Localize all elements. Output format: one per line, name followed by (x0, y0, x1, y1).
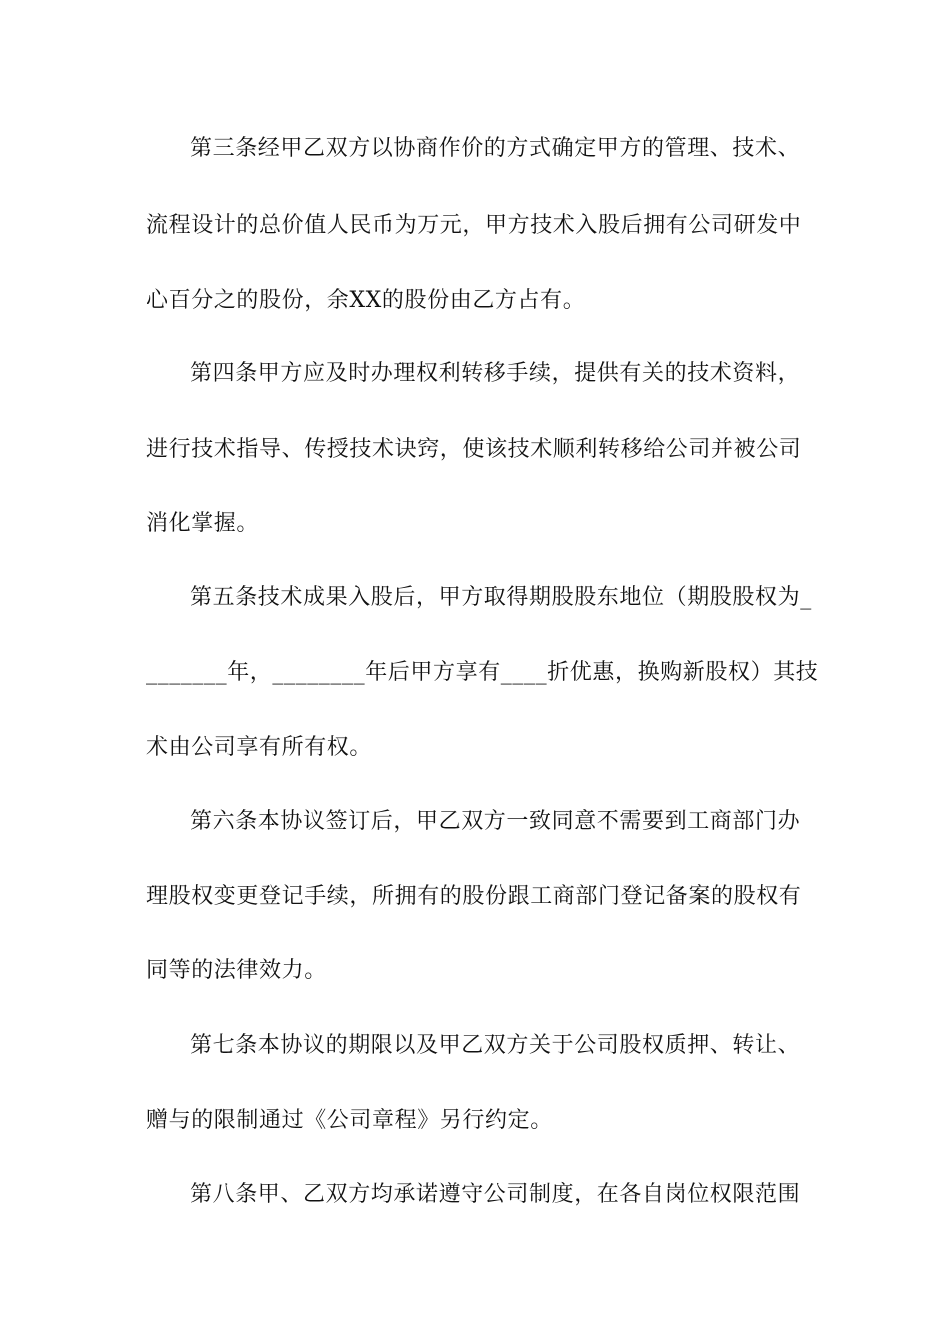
text-line: 第四条甲方应及时办理权利转移手续，提供有关的技术资料， (190, 361, 801, 386)
text-line: 流程设计的总价值人民币为万元，甲方技术入股后拥有公司研发中 (146, 213, 802, 238)
text-line: 消化掌握。 (146, 511, 260, 536)
text-line: 同等的法律效力。 (146, 958, 327, 983)
text-line: 第六条本协议签订后，甲乙双方一致同意不需要到工商部门办 (190, 809, 801, 834)
text-line: _______年，________年后甲方享有____折优惠，换购新股权）其技 (146, 660, 819, 685)
text-line: 第五条技术成果入股后，甲方取得期股股东地位（期股股权为_ (190, 585, 812, 610)
text-line: 第八条甲、乙双方均承诺遵守公司制度，在各自岗位权限范围 (190, 1182, 801, 1207)
text-line: 赠与的限制通过《公司章程》另行约定。 (146, 1108, 553, 1133)
text-line: 第三条经甲乙双方以协商作价的方式确定甲方的管理、技术、 (190, 136, 801, 161)
text-line: 进行技术指导、传授技术诀窍，使该技术顺利转移给公司并被公司 (146, 437, 802, 462)
text-line: 术由公司享有所有权。 (146, 735, 373, 760)
text-line: 理股权变更登记手续，所拥有的股份跟工商部门登记备案的股权有 (146, 884, 802, 909)
text-line: 第七条本协议的期限以及甲乙双方关于公司股权质押、转让、 (190, 1033, 801, 1058)
text-line: 心百分之的股份，余XX的股份由乙方占有。 (146, 288, 586, 313)
